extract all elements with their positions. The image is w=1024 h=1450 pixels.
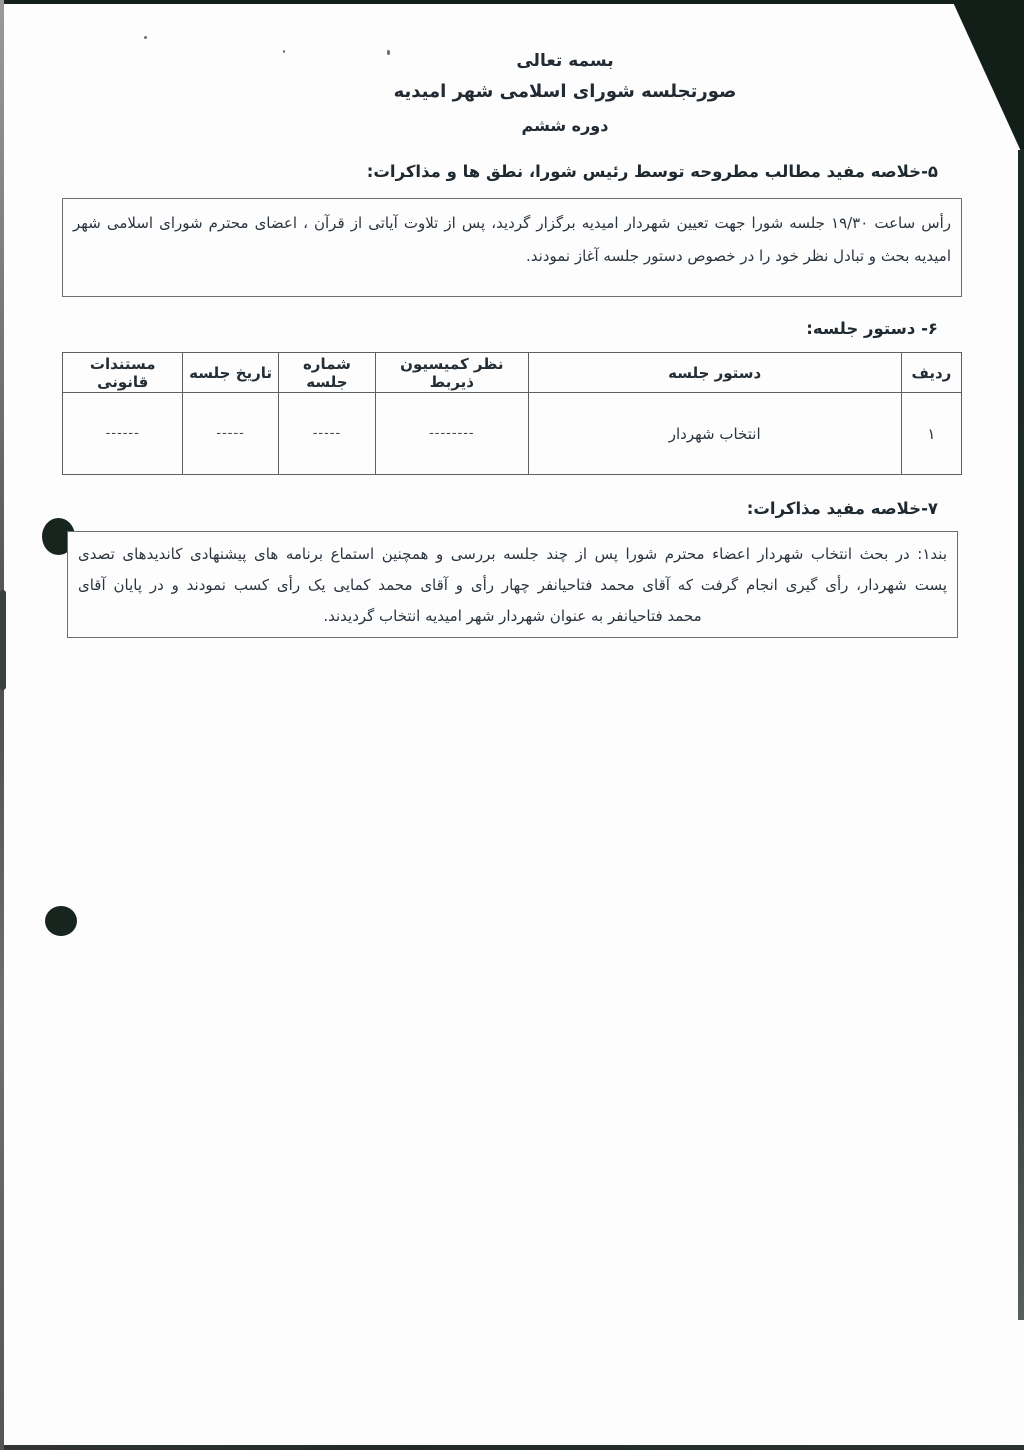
scan-edge-bottom [0, 1445, 1024, 1450]
column-header-agenda-item: دستور جلسه [528, 353, 901, 393]
council-term: دوره ششم [521, 116, 609, 135]
section7-line-3: محمد فتاحیانفر به عنوان شهردار شهر امیدیه انتخاب گردیدند. [323, 607, 702, 625]
bismillah-line: بسمه تعالی [516, 51, 614, 71]
agenda-table [62, 352, 962, 475]
section5-summary-box [62, 198, 962, 297]
column-header-commission-opinion: نظر کمیسیون ذیربط [376, 353, 529, 393]
cell-row-number: ۱ [901, 393, 961, 475]
section7-line-1: بند۱: در بحث انتخاب شهردار اعضاء محترم شورا پس از چند جلسه بررسی و همچنین استماع برنامه های پیشنهادی کاندیدهای تصدی [78, 545, 947, 563]
document-title: صورتجلسه شورای اسلامی شهر امیدیه [393, 81, 737, 102]
agenda-table-row [63, 393, 962, 475]
scan-edge-left [0, 0, 4, 1450]
cell-session-date: ----- [183, 393, 278, 475]
cell-legal-documents: ------ [63, 393, 183, 475]
agenda-table-header-row [63, 353, 962, 393]
punch-hole-bottom [45, 906, 77, 936]
cell-agenda-item: انتخاب شهردار [528, 393, 901, 475]
column-header-row-number: ردیف [901, 353, 961, 393]
scan-edge-left-shadow [0, 590, 6, 690]
scan-speck [144, 36, 147, 39]
section7-heading: ۷-خلاصه مفید مذاکرات: [746, 499, 938, 518]
section7-summary-box [67, 531, 958, 638]
section5-heading: ۵-خلاصه مفید مطالب مطروحه توسط رئیس شورا، نطق ها و مذاکرات: [366, 162, 938, 181]
column-header-session-date: تاریخ جلسه [183, 353, 278, 393]
section5-line-1: رأس ساعت ۱۹/۳۰ جلسه شورا جهت تعیین شهردار امیدیه برگزار گردید، پس از تلاوت آیاتی از قرآن ، اعضای محترم شورای اسلامی شهر [73, 214, 951, 232]
column-header-session-number: شماره جلسه [278, 353, 375, 393]
cell-commission-opinion: -------- [376, 393, 529, 475]
document-header [0, 48, 1024, 142]
column-header-legal-documents: مستندات قانونی [63, 353, 183, 393]
scan-edge-right [1018, 150, 1024, 1320]
section5-line-2: امیدیه بحث و تبادل نظر خود را در خصوص دستور جلسه آغاز نمودند. [525, 247, 951, 265]
section6-heading: ۶- دستور جلسه: [806, 319, 938, 338]
cell-session-number: ----- [278, 393, 375, 475]
section7-line-2: پست شهردار، رأی گیری انجام گرفت که آقای محمد فتاحیانفر چهار رأی و آقای محمد کمایی یک رأی کسب نمودند و در پایان آقای [78, 576, 947, 594]
scan-edge-top [0, 0, 1024, 4]
